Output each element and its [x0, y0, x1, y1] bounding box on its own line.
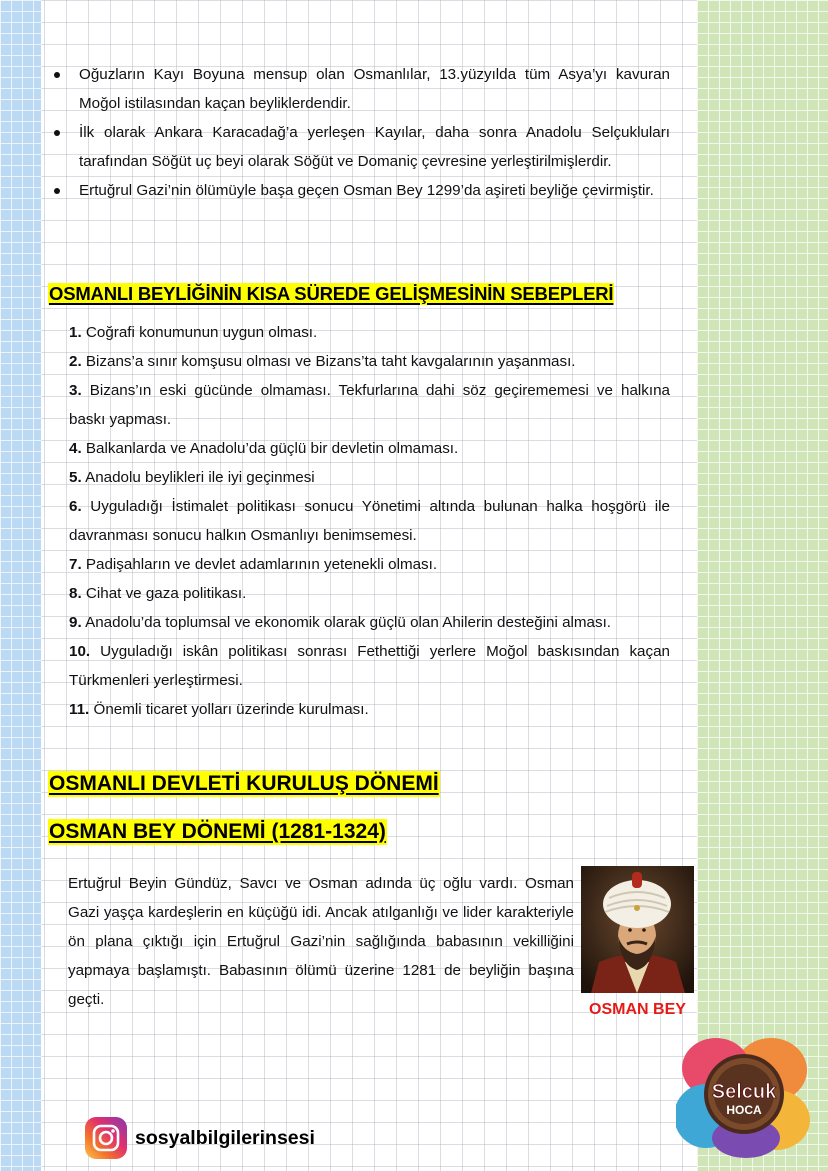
- list-item: 6. Uyguladığı İstimalet politikası sonucu Yönetimi altında bulunan halka hoşgörü ile davranması sonucu halkın Osmanlıyı benimsemesi.: [69, 498, 670, 544]
- list-item: 10. Uyguladığı iskân politikası sonrası Fethettiği yerlere Moğol baskısından kaçan Türkmenleri yerleştirmesi.: [69, 643, 670, 689]
- list-item: 1. Coğrafi konumunun uygun olması.: [69, 324, 318, 341]
- left-decorative-strip: [0, 0, 41, 1171]
- list-item: 8. Cihat ve gaza politikası.: [69, 585, 247, 602]
- osman-bey-period-heading: OSMAN BEY DÖNEMİ (1281-1324): [49, 820, 386, 843]
- reasons-heading: OSMANLI BEYLİĞİNİN KISA SÜREDE GELİŞMESİNİN SEBEPLERİ: [49, 283, 614, 304]
- brand-name: Selcuk: [711, 1081, 777, 1103]
- list-item: 3. Bizans’ın eski gücünde olmaması. Tekfurlarına dahi söz geçirememesi ve halkına baskı yapması.: [69, 382, 670, 428]
- list-item: İlk olarak Ankara Karacadağ’a yerleşen Kayılar, daha sonra Anadolu Selçukluları tarafından Söğüt uç beyi olarak Söğüt ve Domaniç çevresine yerleştirilmişlerdir.: [48, 118, 670, 176]
- list-item: Ertuğrul Gazi’nin ölümüyle başa geçen Osman Bey 1299’da aşireti beyliğe çevirmiştir.: [48, 176, 670, 205]
- list-item: 7. Padişahların ve devlet adamlarının yetenekli olması.: [69, 556, 438, 573]
- reasons-list: [69, 318, 670, 724]
- list-item: 5. Anadolu beylikleri ile iyi geçinmesi: [69, 469, 315, 486]
- social-handle-row[interactable]: [85, 1117, 315, 1159]
- instagram-icon[interactable]: [85, 1117, 127, 1159]
- founding-period-heading: OSMANLI DEVLETİ KURULUŞ DÖNEMİ: [49, 772, 439, 795]
- social-handle[interactable]: sosyalbilgilerinsesi: [135, 1126, 315, 1149]
- portrait-caption: OSMAN BEY: [589, 1001, 686, 1018]
- list-item: 11. Önemli ticaret yolları üzerinde kurulması.: [69, 701, 369, 718]
- osman-bey-paragraph: Ertuğrul Beyin Gündüz, Savcı ve Osman adında üç oğlu vardı. Osman Gazi yaşça kardeşlerin en küçüğü idi. Ancak atılganlığı ve lider karakteriyle ön plana çıktığı için Ertuğrul Gazi’nin sağlığında babasının vekilliğini yapmaya başlamıştı. Babasının ölümü üzerine 1281 de beyliğin başına geçti.: [68, 875, 574, 1008]
- bullet-icon: [54, 72, 60, 78]
- intro-bullet-list: [48, 60, 670, 205]
- osman-bey-portrait: [581, 866, 694, 993]
- bullet-icon: [54, 130, 60, 136]
- selcuk-hoca-logo: [676, 1028, 816, 1160]
- list-item: 2. Bizans’a sınır komşusu olması ve Bizans’ta taht kavgalarının yaşanması.: [69, 353, 576, 370]
- list-item: Oğuzların Kayı Boyuna mensup olan Osmanlılar, 13.yüzyılda tüm Asya’yı kavuran Moğol istilasından kaçan beyliklerdendir.: [48, 60, 670, 118]
- bullet-icon: [54, 188, 60, 194]
- list-item: 9. Anadolu’da toplumsal ve ekonomik olarak güçlü olan Ahilerin desteğini alması.: [69, 614, 612, 631]
- right-decorative-strip: [697, 0, 828, 1171]
- list-item: 4. Balkanlarda ve Anadolu’da güçlü bir devletin olmaması.: [69, 440, 459, 457]
- brand-subtitle: HOCA: [726, 1103, 762, 1117]
